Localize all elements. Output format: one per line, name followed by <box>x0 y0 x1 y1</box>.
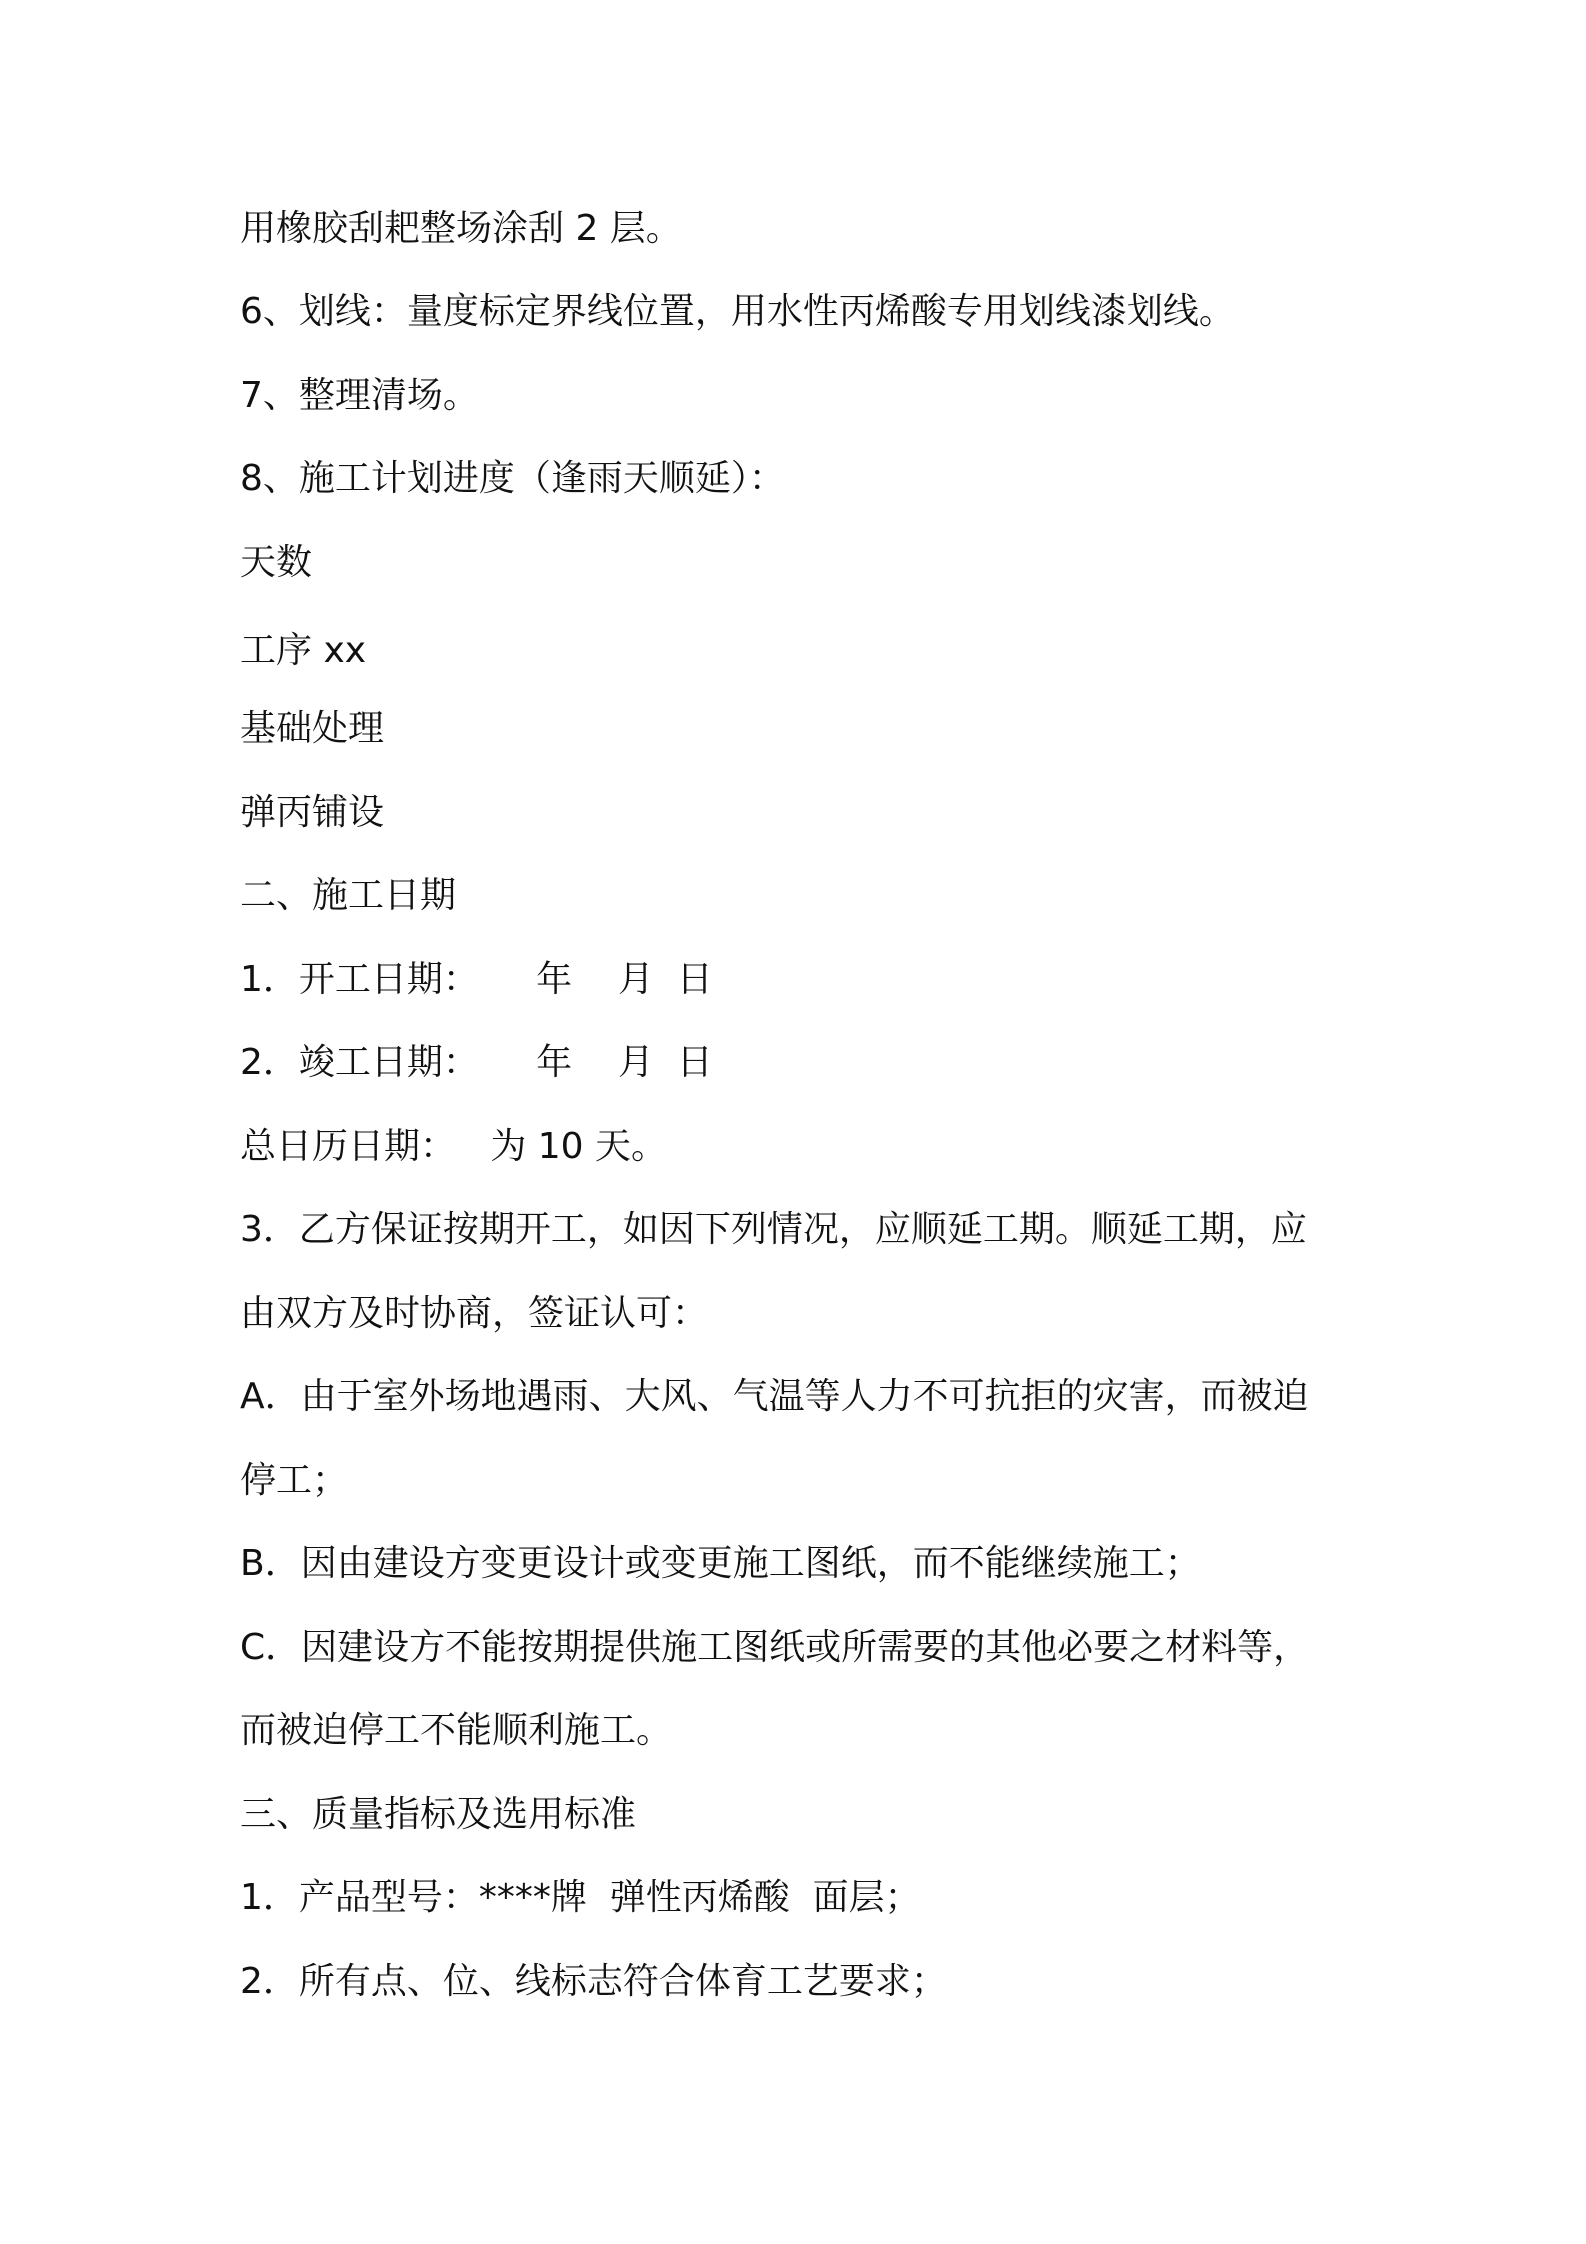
text-line: 2．竣工日期： 年 月 日 <box>240 1042 713 1083</box>
text-line: 1．开工日期： 年 月 日 <box>240 959 713 1000</box>
text-line: 总日历日期： 为 10 天。 <box>240 1126 668 1167</box>
text-line: 天数 <box>240 542 313 583</box>
text-line: 7、整理清场。 <box>240 375 479 416</box>
section-heading: 三、质量指标及选用标准 <box>240 1794 637 1835</box>
text-line: 弹丙铺设 <box>240 792 385 833</box>
text-line: 6、划线：量度标定界线位置，用水性丙烯酸专用划线漆划线。 <box>240 291 1235 332</box>
section-heading: 二、施工日期 <box>240 875 457 916</box>
text-line: 3．乙方保证按期开工，如因下列情况，应顺延工期。顺延工期，应 <box>240 1209 1307 1250</box>
text-line: 基础处理 <box>240 708 385 749</box>
text-line: 停工； <box>240 1460 349 1501</box>
text-line: 2．所有点、位、线标志符合体育工艺要求； <box>240 1961 947 2002</box>
text-line: 工序 xx <box>240 630 367 671</box>
text-line: 而被迫停工不能顺利施工。 <box>240 1710 673 1751</box>
text-line: B．因由建设方变更设计或变更施工图纸，而不能继续施工； <box>240 1543 1201 1584</box>
text-line: A．由于室外场地遇雨、大风、气温等人力不可抗拒的灾害，而被迫 <box>240 1376 1309 1417</box>
text-line: 用橡胶刮耙整场涂刮 2 层。 <box>240 208 682 249</box>
text-line: C．因建设方不能按期提供施工图纸或所需要的其他必要之材料等， <box>240 1627 1310 1668</box>
text-line: 由双方及时协商，签证认可： <box>240 1293 709 1334</box>
text-line: 8、施工计划进度（逢雨天顺延）： <box>240 458 785 499</box>
text-line: 1．产品型号：****牌 弹性丙烯酸 面层； <box>240 1877 921 1918</box>
